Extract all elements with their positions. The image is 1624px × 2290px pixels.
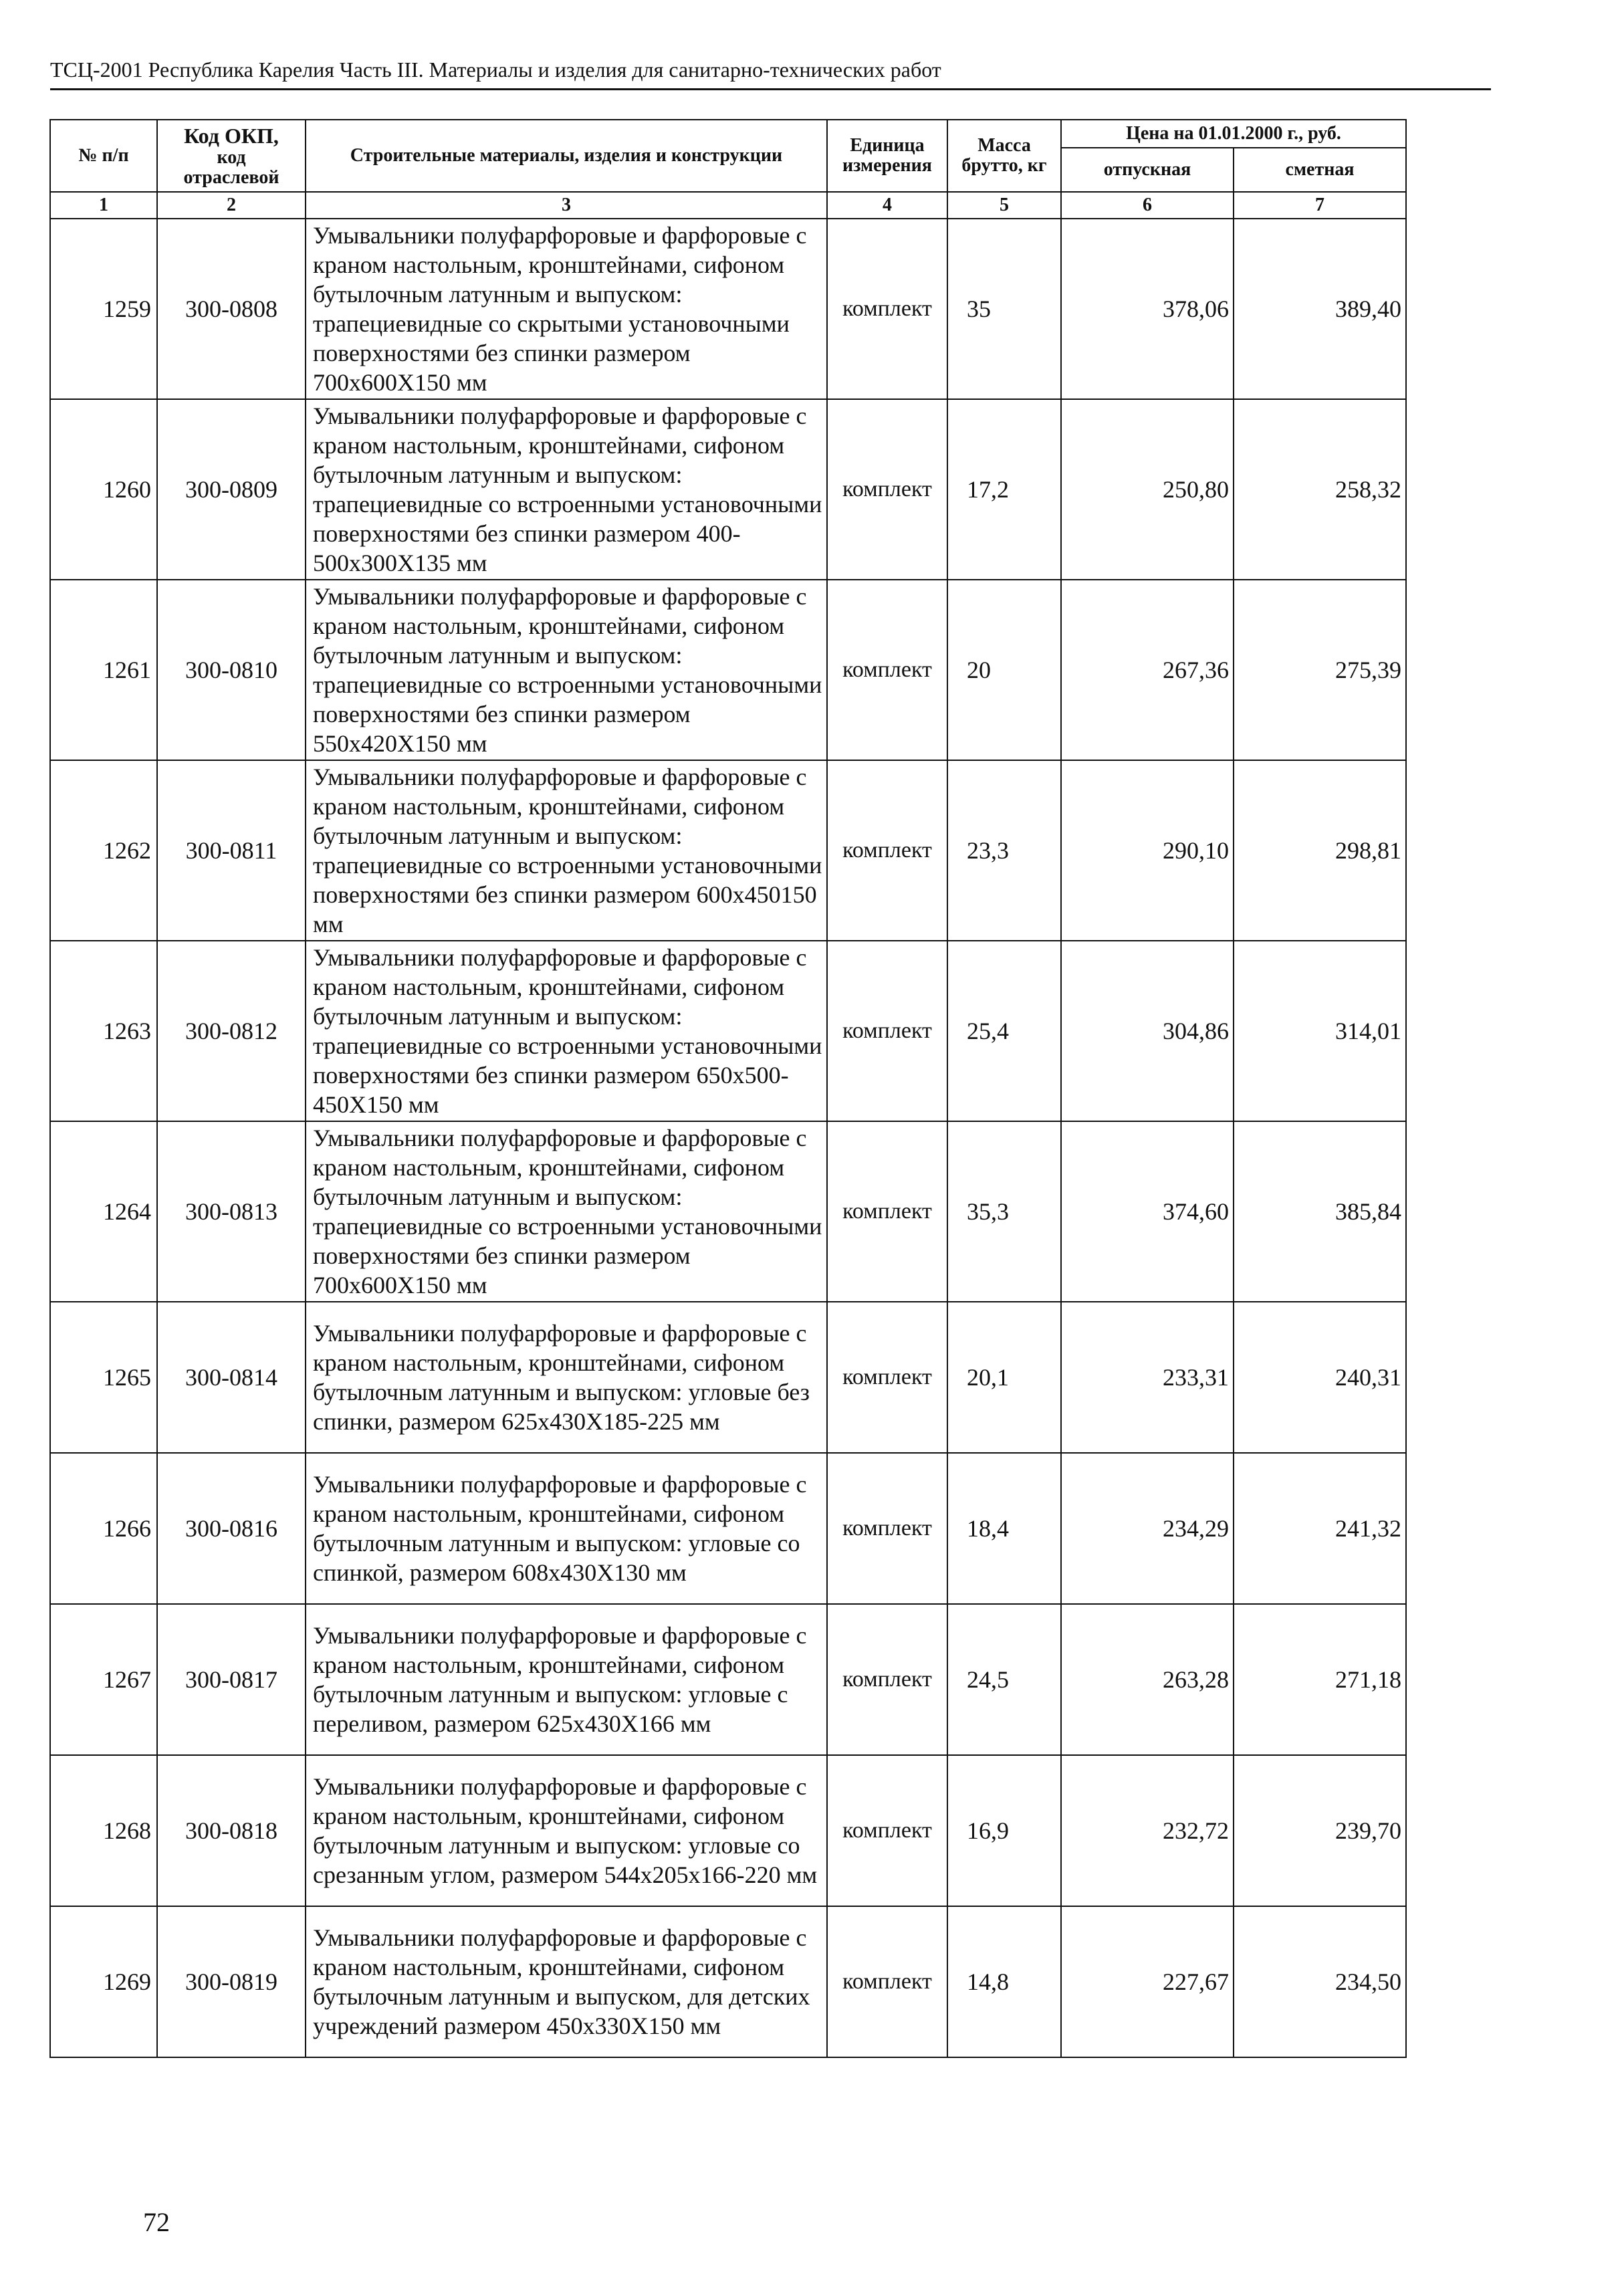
running-header: ТСЦ-2001 Республика Карелия Часть III. Материалы и изделия для санитарно-технических работ bbox=[50, 58, 941, 82]
row-number: 1266 bbox=[50, 1453, 157, 1604]
header-code-line3: отраслевой bbox=[183, 167, 279, 188]
table-row bbox=[50, 760, 1406, 941]
row-price-estimate: 258,32 bbox=[1234, 399, 1406, 580]
row-mass: 18,4 bbox=[947, 1453, 1061, 1604]
row-price-release: 227,67 bbox=[1061, 1906, 1234, 2057]
row-code: 300-0813 bbox=[157, 1121, 306, 1302]
row-code: 300-0811 bbox=[157, 760, 306, 941]
row-description: Умывальники полуфарфоровые и фарфоровые с краном настольным, кронштейнами, сифоном бутылочным латунным и выпуском: трапециевидные со встроенными установочными поверхностями без спинки размером 400-500х300Х135 мм bbox=[306, 399, 827, 580]
table-row bbox=[50, 399, 1406, 580]
row-description: Умывальники полуфарфоровые и фарфоровые с краном настольным, кронштейнами, сифоном бутылочным латунным и выпуском: трапециевидные со встроенными установочными поверхностями без спинки размером 650х500-450Х150 мм bbox=[306, 941, 827, 1121]
column-number: 6 bbox=[1061, 192, 1234, 219]
row-unit: комплект bbox=[827, 941, 947, 1121]
row-mass: 20,1 bbox=[947, 1302, 1061, 1453]
row-description: Умывальники полуфарфоровые и фарфоровые с краном настольным, кронштейнами, сифоном бутылочным латунным и выпуском: угловые со спинкой, размером 608х430Х130 мм bbox=[306, 1453, 827, 1604]
row-code: 300-0814 bbox=[157, 1302, 306, 1453]
row-unit: комплект bbox=[827, 580, 947, 760]
row-unit: комплект bbox=[827, 760, 947, 941]
row-code: 300-0810 bbox=[157, 580, 306, 760]
row-price-estimate: 234,50 bbox=[1234, 1906, 1406, 2057]
row-number: 1261 bbox=[50, 580, 157, 760]
row-unit: комплект bbox=[827, 219, 947, 399]
row-unit: комплект bbox=[827, 1906, 947, 2057]
row-unit: комплект bbox=[827, 1453, 947, 1604]
row-description: Умывальники полуфарфоровые и фарфоровые с краном настольным, кронштейнами, сифоном бутылочным латунным и выпуском: угловые с переливом, размером 625х430Х166 мм bbox=[306, 1604, 827, 1755]
row-price-estimate: 314,01 bbox=[1234, 941, 1406, 1121]
row-price-release: 304,86 bbox=[1061, 941, 1234, 1121]
row-code: 300-0817 bbox=[157, 1604, 306, 1755]
row-mass: 14,8 bbox=[947, 1906, 1061, 2057]
row-code: 300-0818 bbox=[157, 1755, 306, 1906]
row-description: Умывальники полуфарфоровые и фарфоровые с краном настольным, кронштейнами, сифоном бутылочным латунным и выпуском: трапециевидные со скрытыми установочными поверхностями без спинки размером 700х600Х150 мм bbox=[306, 219, 827, 399]
row-mass: 20 bbox=[947, 580, 1061, 760]
header-mass: Масса брутто, кг bbox=[947, 120, 1061, 192]
row-mass: 35,3 bbox=[947, 1121, 1061, 1302]
row-number: 1268 bbox=[50, 1755, 157, 1906]
row-code: 300-0819 bbox=[157, 1906, 306, 2057]
row-price-estimate: 275,39 bbox=[1234, 580, 1406, 760]
table-row bbox=[50, 219, 1406, 399]
row-price-release: 233,31 bbox=[1061, 1302, 1234, 1453]
row-price-release: 378,06 bbox=[1061, 219, 1234, 399]
column-number: 5 bbox=[947, 192, 1061, 219]
row-price-estimate: 298,81 bbox=[1234, 760, 1406, 941]
header-num: № п/п bbox=[50, 120, 157, 192]
column-number: 2 bbox=[157, 192, 306, 219]
row-price-release: 234,29 bbox=[1061, 1453, 1234, 1604]
row-code: 300-0808 bbox=[157, 219, 306, 399]
table-row bbox=[50, 1453, 1406, 1604]
row-mass: 17,2 bbox=[947, 399, 1061, 580]
row-price-estimate: 240,31 bbox=[1234, 1302, 1406, 1453]
header-price-group: Цена на 01.01.2000 г., руб. bbox=[1061, 120, 1406, 148]
table-row bbox=[50, 1302, 1406, 1453]
header-code-line1: Код ОКП, bbox=[184, 124, 279, 148]
row-price-release: 250,80 bbox=[1061, 399, 1234, 580]
page-number: 72 bbox=[143, 2207, 170, 2237]
header-price-release: отпускная bbox=[1061, 148, 1234, 192]
table-row bbox=[50, 941, 1406, 1121]
row-number: 1262 bbox=[50, 760, 157, 941]
row-mass: 25,4 bbox=[947, 941, 1061, 1121]
row-number: 1265 bbox=[50, 1302, 157, 1453]
row-unit: комплект bbox=[827, 1604, 947, 1755]
row-price-estimate: 239,70 bbox=[1234, 1755, 1406, 1906]
row-description: Умывальники полуфарфоровые и фарфоровые с краном настольным, кронштейнами, сифоном бутылочным латунным и выпуском: угловые без спинки, размером 625х430Х185-225 мм bbox=[306, 1302, 827, 1453]
row-number: 1259 bbox=[50, 219, 157, 399]
row-price-release: 232,72 bbox=[1061, 1755, 1234, 1906]
row-number: 1269 bbox=[50, 1906, 157, 2057]
row-number: 1260 bbox=[50, 399, 157, 580]
header-row bbox=[50, 120, 1406, 148]
row-price-release: 267,36 bbox=[1061, 580, 1234, 760]
row-description: Умывальники полуфарфоровые и фарфоровые с краном настольным, кронштейнами, сифоном бутылочным латунным и выпуском: трапециевидные со встроенными установочными поверхностями без спинки размером 700х600Х150 мм bbox=[306, 1121, 827, 1302]
row-price-estimate: 389,40 bbox=[1234, 219, 1406, 399]
column-number-row bbox=[50, 192, 1406, 219]
row-price-release: 263,28 bbox=[1061, 1604, 1234, 1755]
row-unit: комплект bbox=[827, 1302, 947, 1453]
header-price-estimate: сметная bbox=[1234, 148, 1406, 192]
header-unit: Единица измерения bbox=[827, 120, 947, 192]
row-code: 300-0809 bbox=[157, 399, 306, 580]
column-number: 7 bbox=[1234, 192, 1406, 219]
row-price-release: 290,10 bbox=[1061, 760, 1234, 941]
row-mass: 35 bbox=[947, 219, 1061, 399]
header-code bbox=[157, 120, 306, 192]
row-number: 1263 bbox=[50, 941, 157, 1121]
row-price-release: 374,60 bbox=[1061, 1121, 1234, 1302]
row-unit: комплект bbox=[827, 1755, 947, 1906]
table-row bbox=[50, 1604, 1406, 1755]
row-description: Умывальники полуфарфоровые и фарфоровые с краном настольным, кронштейнами, сифоном бутылочным латунным и выпуском: трапециевидные со встроенными установочными поверхностями без спинки размером 600х450150 мм bbox=[306, 760, 827, 941]
table-row bbox=[50, 1121, 1406, 1302]
header-rule bbox=[50, 88, 1491, 90]
row-number: 1267 bbox=[50, 1604, 157, 1755]
column-number: 4 bbox=[827, 192, 947, 219]
header-code-line2: код bbox=[217, 147, 246, 168]
header-name: Строительные материалы, изделия и конструкции bbox=[306, 120, 827, 192]
row-price-estimate: 271,18 bbox=[1234, 1604, 1406, 1755]
row-unit: комплект bbox=[827, 1121, 947, 1302]
row-description: Умывальники полуфарфоровые и фарфоровые с краном настольным, кронштейнами, сифоном бутылочным латунным и выпуском: трапециевидные со встроенными установочными поверхностями без спинки размером 550х420Х150 мм bbox=[306, 580, 827, 760]
table-row bbox=[50, 1906, 1406, 2057]
row-unit: комплект bbox=[827, 399, 947, 580]
row-price-estimate: 241,32 bbox=[1234, 1453, 1406, 1604]
row-number: 1264 bbox=[50, 1121, 157, 1302]
row-mass: 23,3 bbox=[947, 760, 1061, 941]
row-mass: 16,9 bbox=[947, 1755, 1061, 1906]
row-price-estimate: 385,84 bbox=[1234, 1121, 1406, 1302]
table-row bbox=[50, 580, 1406, 760]
row-description: Умывальники полуфарфоровые и фарфоровые с краном настольным, кронштейнами, сифоном бутылочным латунным и выпуском, для детских учреждений размером 450х330Х150 мм bbox=[306, 1906, 827, 2057]
row-description: Умывальники полуфарфоровые и фарфоровые с краном настольным, кронштейнами, сифоном бутылочным латунным и выпуском: угловые со срезанным углом, размером 544х205х166-220 мм bbox=[306, 1755, 827, 1906]
column-number: 1 bbox=[50, 192, 157, 219]
table-row bbox=[50, 1755, 1406, 1906]
row-code: 300-0816 bbox=[157, 1453, 306, 1604]
column-number: 3 bbox=[306, 192, 827, 219]
price-table bbox=[49, 119, 1407, 2058]
row-mass: 24,5 bbox=[947, 1604, 1061, 1755]
row-code: 300-0812 bbox=[157, 941, 306, 1121]
